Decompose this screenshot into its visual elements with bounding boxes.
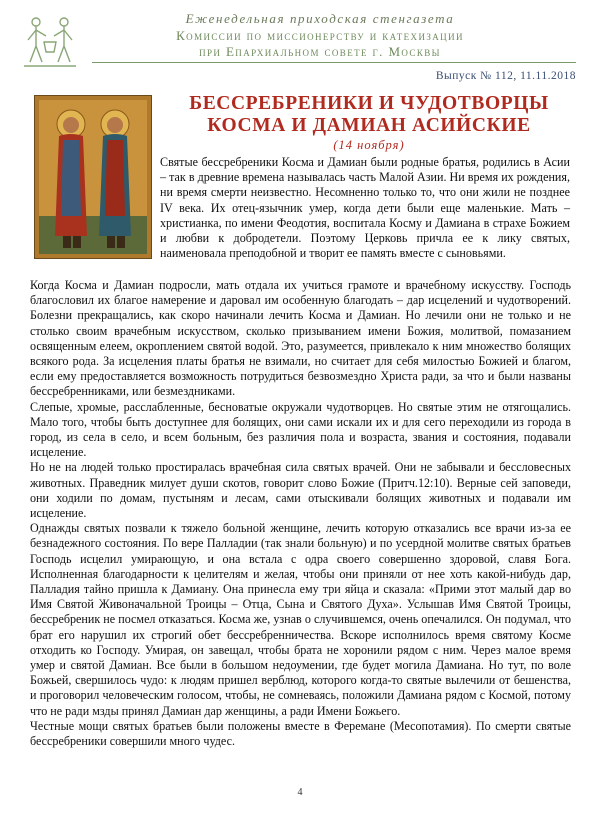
paragraph: Однажды святых позвали к тяжело больной женщине, лечить которую отказались все врачи из-за ее безнадежного состояния. По вере Палладии (так знали больную) и по усердной молитве святых братьев Господь исцелил умирающую, и она встала с одра своего совершенно здоровой, славя Бога. Исполненная благодарности к целителям и желая, чтобы они приняли от нее хоть какой-нибудь дар, Палладия тайно пришла к Дамиану. Она принесла ему три яйца и сказала: «Прими этот малый дар во Имя Святой Живоначальной Троицы – Отца, Сына и Святого Духа». Услышав Имя Святой Троицы, бессребреник не посмел отказаться. Косма же, узнав о случившемся, очень опечалился. Он подумал, что брат его нарушил их строгий обет бессребренничества. Вскоре исполнилось время святому Косме отходить ко Господу. Умирая, он завещал, чтобы брата не хоронили рядом с ним. Через малое время умер и святой Дамиан. Все были в большом недоумении, где будет могила Дамиана. Но тут, по воле Божьей, свершилось чудо: к людям пришел верблюд, которого когда-то святые вылечили от бешенства, и проговорил человеческим голосом, чтобы, не сомневаясь, положили Дамиана рядом с Космой, потому что не ради мзды принял Дамиан дар женщины, а ради Имени Божьего. — [30, 521, 571, 718]
saints-icon-image — [34, 95, 152, 259]
paragraph: Слепые, хромые, расслабленные, бесноватые окружали чудотворцев. Но святые этим не отягощались. Мало того, чтобы быть доступнее для болящих, они сами искали их и для сего переходили из города в город, из села в село, и всем больным, без различия пола и возраста, звания и состояния, подавали исцеление. — [30, 399, 571, 460]
publisher-line-1: Комиссии по миссионерству и катехизации — [176, 28, 464, 43]
publisher-line-2: при Епархиальном совете г. Москвы — [199, 44, 441, 59]
article-title-line-2: КОСМА И ДАМИАН АСИЙСКИЕ — [207, 115, 531, 136]
paragraph: Когда Косма и Дамиан подросли, мать отдала их учиться грамоте и врачебному искусству. Господь благословил их благое намерение и даровал им особенную благодать – дар исцелений и чудотворений. Болезни прекращались, как скоро начинали лечить Косма и Дамиан. Но лечили они не только и не столько своим врачебным искусством, сколько призыванием имени Божия, молитвой, помазанием освященным елеем, окроплением святой водой. Это, разумеется, привлекало к ним множество болящих всякого рода. За исцеления платы братья не взимали, но считает для себя милостью Божией и благом, если ему предоставляется возможность потрудиться безвозмездно Христа ради, за что и были названы бессребренниками, или безмездниками. — [30, 278, 571, 399]
article-body — [30, 278, 571, 749]
issue-number: Выпуск № 112, 11.11.2018 — [435, 70, 576, 82]
paragraph: Но не на людей только простиралась врачебная сила святых врачей. Они не забывали и бессловесных животных. Праведник милует души скотов, говорит слово Божие (Притч.12:10). Верные сей заповеди, они ходили по домам, пустыням и лесам, сами отыскивали болящих животных и подавали им исцеление. — [30, 460, 571, 521]
feast-date: (14 ноября) — [333, 138, 405, 152]
newspaper-tagline: Еженедельная приходская стенгазета — [185, 11, 455, 26]
header-divider — [92, 62, 576, 63]
page-number: 4 — [297, 787, 303, 798]
paragraph: Честные мощи святых братьев были положены вместе в Феремане (Месопотамия). По смерти святые бессребреники совершили много чудес. — [30, 718, 571, 749]
article-title-line-1: БЕССРЕБРЕНИКИ И ЧУДОТВОРЦЫ — [189, 93, 549, 114]
intro-paragraph: Святые бессребреники Косма и Дамиан были родные братья, родились в Асии – так в древние времена называлась часть Малой Азии. Ни время их рождения, ни время смерти неизвестно. Несомненно только то, что они жили не позднее IV века. Их отец-язычник умер, когда дети были еще маленькие. Мать – христианка, по имени Феодотия, воспитала Косму и Дамиана в страхе Божием и любви к добродетели. Поэтому Церковь причла ее к лику святых, наименовала преподобной и творит ее память вместе с сыновьями. — [160, 155, 570, 261]
